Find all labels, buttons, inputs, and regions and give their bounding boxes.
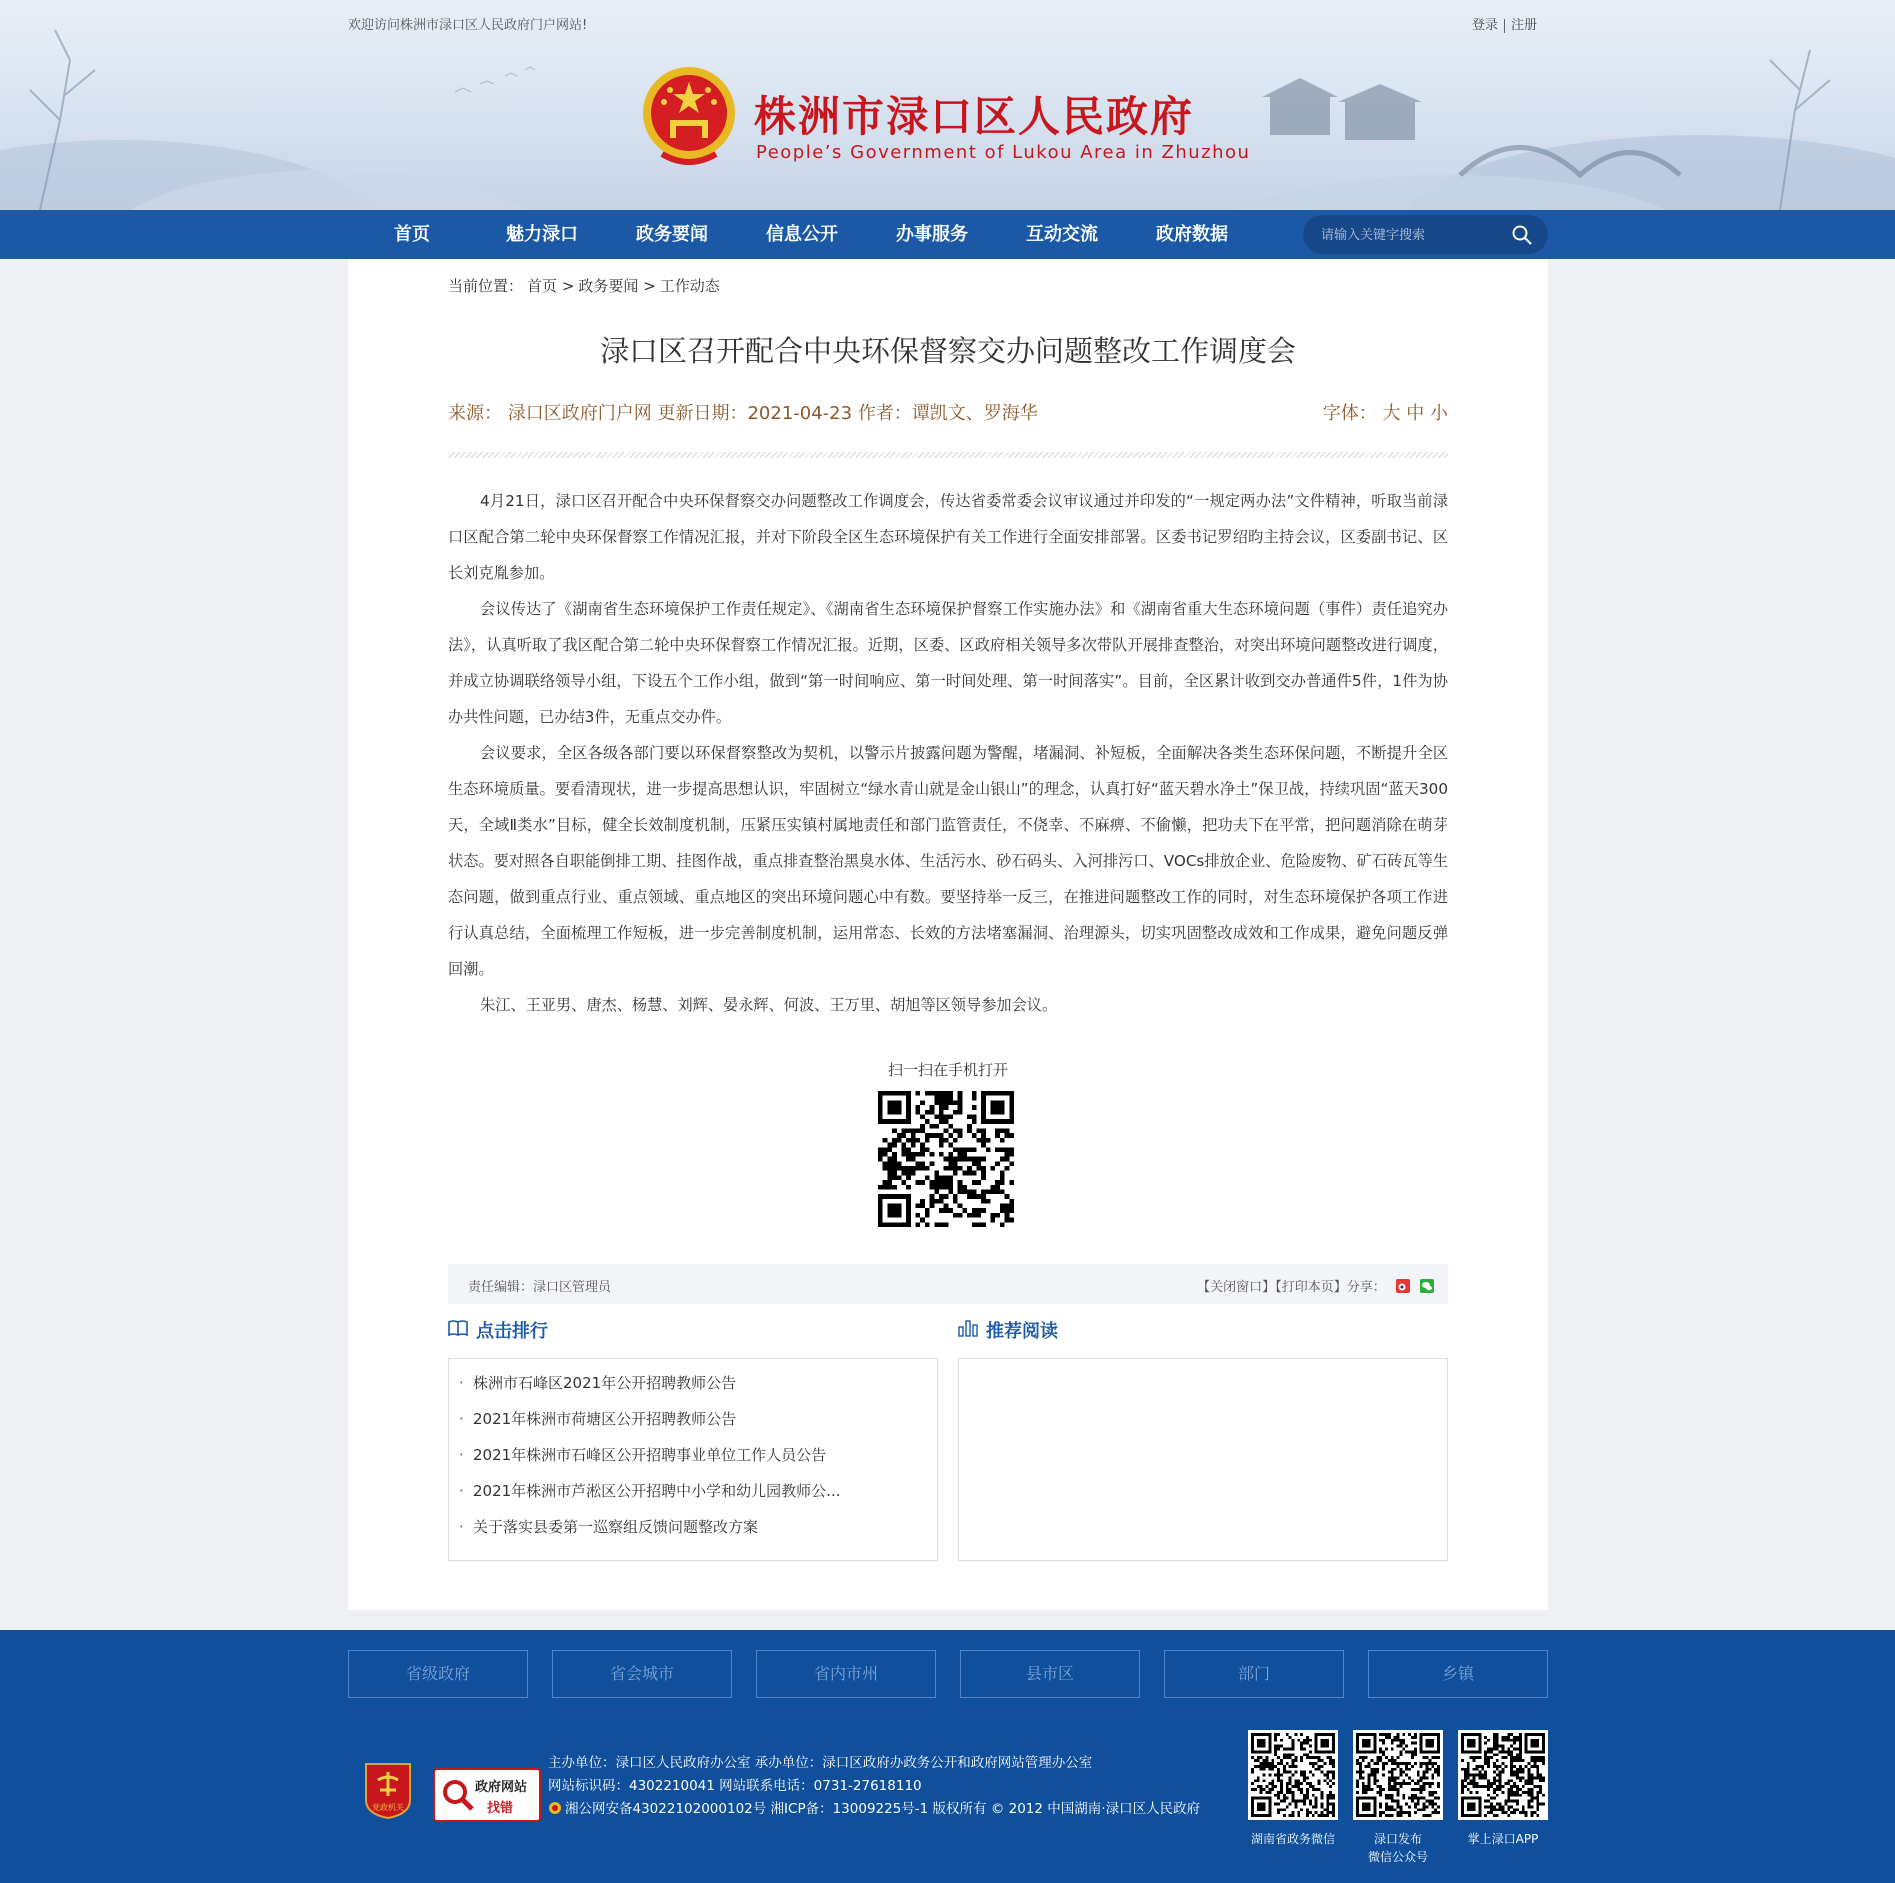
- footer-link-provincial[interactable]: 省级政府: [348, 1650, 528, 1698]
- breadcrumb-news[interactable]: 政务要闻: [578, 277, 639, 295]
- account-links: [1472, 14, 1537, 33]
- footer-qr-code: [1248, 1730, 1338, 1820]
- meta-divider: [448, 452, 1448, 458]
- weibo-share-icon[interactable]: [1396, 1279, 1410, 1293]
- site-subtitle: People’s Government of Lukou Area in Zhuzhou: [756, 142, 1251, 163]
- footer-link-cities[interactable]: 省内市州: [756, 1650, 936, 1698]
- icp-line: [548, 1798, 1200, 1821]
- font-medium-button[interactable]: 中: [1406, 403, 1425, 424]
- breadcrumb-prefix: 当前位置：: [448, 277, 524, 295]
- main-content: [348, 259, 1548, 1610]
- font-size-switch: [1323, 399, 1448, 425]
- wechat-share-icon[interactable]: [1420, 1279, 1434, 1293]
- breadcrumb-sep: >: [561, 277, 575, 295]
- nav-item-interaction[interactable]: 互动交流: [1026, 224, 1098, 245]
- national-emblem-icon: [640, 64, 738, 170]
- article-paragraph: 4月21日，渌口区召开配合中央环保督察交办问题整改工作调度会，传达省委常委会议审议通过并印发的“一规定两办法”文件精神，听取当前渌口区配合第二轮中央环保督察工作情况汇报，并对下阶段全区生态环境保护有关工作进行全面安排部署。区委书记罗绍昀主持会议，区委副书记、区长刘克胤参加。: [448, 492, 1448, 582]
- article-paragraph: 朱江、王亚男、唐杰、杨慧、刘辉、晏永辉、何波、王万里、胡旭等区领导参加会议。: [480, 996, 1058, 1014]
- footer-info: [548, 1752, 1200, 1821]
- rank-list: [459, 1371, 840, 1551]
- recommend-box: [958, 1358, 1448, 1561]
- site-footer: [0, 1630, 1895, 1883]
- breadcrumb: [448, 275, 720, 296]
- footer-qr-code: [1458, 1730, 1548, 1820]
- meta-source: 渌口区政府门户网: [507, 403, 652, 424]
- rank-item-link[interactable]: 2021年株洲市荷塘区公开招聘教师公告: [473, 1410, 737, 1428]
- nav-item-home[interactable]: 首页: [394, 224, 430, 245]
- search-icon[interactable]: [1511, 224, 1533, 246]
- site-header: [0, 0, 1895, 210]
- nav-item-disclosure[interactable]: 信息公开: [766, 224, 838, 245]
- font-small-button[interactable]: 小: [1430, 403, 1448, 424]
- meta-date-label: 更新日期：: [657, 403, 748, 424]
- footer-link-departments[interactable]: 部门: [1164, 1650, 1344, 1698]
- rank-item[interactable]: [459, 1479, 840, 1515]
- site-title: 株洲市渌口区人民政府: [754, 92, 1195, 141]
- font-large-button[interactable]: 大: [1382, 403, 1401, 424]
- nav-item-services[interactable]: 办事服务: [896, 224, 968, 245]
- article-body: [448, 483, 1448, 1023]
- bullet-icon: ·: [459, 1518, 464, 1536]
- rank-title: 点击排行: [476, 1321, 548, 1342]
- footer-link-counties[interactable]: 县市区: [960, 1650, 1140, 1698]
- main-nav: [0, 210, 1895, 259]
- recommend-title: 推荐阅读: [986, 1321, 1058, 1342]
- font-label: 字体：: [1322, 403, 1377, 424]
- party-gov-badge-icon[interactable]: [362, 1760, 414, 1820]
- print-page-link[interactable]: 【打印本页】: [1275, 1280, 1347, 1295]
- nav-item-news[interactable]: 政务要闻: [636, 224, 708, 245]
- rank-item[interactable]: [459, 1515, 840, 1551]
- article-meta: [448, 399, 1448, 425]
- link-separator: [1504, 19, 1505, 33]
- article-paragraph: 会议要求，全区各级各部门要以环保督察整改为契机，以警示片披露问题为警醒，堵漏洞、补短板，全面解决各类生态环保问题，不断提升全区生态环境质量。要看清现状，进一步提高思想认识，牢固树立“绿水青山就是金山银山”的理念，认真打好“蓝天碧水净土”保卫战，持续巩固“蓝天300天，全域Ⅱ类水”目标，健全长效制度机制，压紧压实镇村属地责任和部门监管责任，不侥幸、不麻痹、不偷懒，把功夫下在平常，把问题消除在萌芽状态。要对照各自职能倒排工期、挂图作战，重点排查整治黑臭水体、生活污水、砂石码头、入河排污口、VOCs排放企业、危险废物、矿石砖瓦等生态问题，做到重点行业、重点领域、重点地区的突出环境问题心中有数。要坚持举一反三，在推进问题整改工作的同时，对生态环境保护各项工作进行认真总结，全面梳理工作短板，进一步完善制度机制，运用常态、长效的方法堵塞漏洞、治理源头，切实巩固整改成效和工作成果，避免问题反弹回潮。: [448, 744, 1448, 978]
- welcome-text: 欢迎访问株洲市渌口区人民政府门户网站!: [348, 18, 588, 33]
- search-input[interactable]: [1321, 224, 1501, 246]
- footer-qr-label: 渌口发布 微信公众号: [1367, 1832, 1428, 1864]
- footer-link-towns[interactable]: 乡镇: [1368, 1650, 1548, 1698]
- footer-qr-label: 掌上渌口APP: [1467, 1832, 1539, 1846]
- breadcrumb-sep: >: [643, 277, 656, 295]
- badge-text: 党政机关: [372, 1803, 404, 1812]
- findbug-line1: 政府网站: [475, 1780, 528, 1795]
- site-id-line: 网站标识码：4302210041 网站联系电话：0731-27618110: [548, 1778, 922, 1794]
- qr-label: 扫一扫在手机打开: [887, 1061, 1008, 1079]
- rank-item[interactable]: [459, 1371, 840, 1407]
- close-window-link[interactable]: 【关闭窗口】: [1197, 1280, 1276, 1295]
- rank-box: [448, 1358, 938, 1561]
- magnifier-icon: [441, 1778, 475, 1812]
- rank-item-link[interactable]: 2021年株洲市石峰区公开招聘事业单位工作人员公告: [473, 1446, 827, 1464]
- book-icon: [448, 1319, 468, 1337]
- bullet-icon: ·: [459, 1410, 464, 1428]
- meta-author: 谭凯文、罗海华: [911, 403, 1038, 424]
- editor-bar: [448, 1264, 1448, 1304]
- bullet-icon: ·: [459, 1374, 464, 1392]
- search-box: [1303, 215, 1548, 254]
- qr-code: [878, 1091, 1014, 1227]
- icp-text: 湘公网安备43022102000102号 湘ICP备：13009225号-1 版权所有 © 2012 中国湖南·渌口区人民政府: [565, 1801, 1201, 1817]
- rank-item[interactable]: [459, 1407, 840, 1443]
- findbug-line2: 找错: [487, 1801, 514, 1816]
- meta-source-label: 来源：: [448, 403, 502, 424]
- login-link[interactable]: 登录: [1472, 18, 1499, 33]
- article-tools: [1197, 1276, 1434, 1295]
- footer-qr-code: [1353, 1730, 1443, 1820]
- nav-item-data[interactable]: 政府数据: [1156, 224, 1228, 245]
- nav-item-charm[interactable]: 魅力渌口: [506, 224, 578, 245]
- rank-item[interactable]: [459, 1443, 840, 1479]
- rank-item-link[interactable]: 2021年株洲市芦淞区公开招聘中小学和幼儿园教师公...: [473, 1482, 841, 1500]
- bullet-icon: ·: [459, 1446, 464, 1464]
- findbug-badge[interactable]: [433, 1768, 541, 1822]
- article-paragraph: 会议传达了《湖南省生态环境保护工作责任规定》、《湖南省生态环境保护督察工作实施办法》和《湖南省重大生态环境问题（事件）责任追究办法》，认真听取了我区配合第二轮中央环保督察工作情况汇报。近期，区委、区政府相关领导多次带队开展排查整治，对突出环境问题整改进行调度，并成立协调联络领导小组，下设五个工作小组，做到“第一时间响应、第一时间处理、第一时间落实”。目前，全区累计收到交办普通件5件，1件为协办共性问题，已办结3件，无重点交办件。: [448, 600, 1448, 726]
- meta-date: 2021-04-23: [747, 403, 853, 424]
- bullet-icon: ·: [459, 1482, 464, 1500]
- editor-name: 渌口区管理员: [533, 1280, 612, 1295]
- footer-qr-label: 湖南省政务微信: [1250, 1832, 1335, 1846]
- police-badge-icon: [548, 1801, 562, 1815]
- footer-link-capitals[interactable]: 省会城市: [552, 1650, 732, 1698]
- meta-author-label: 作者：: [857, 403, 912, 424]
- article-title: 渌口区召开配合中央环保督察交办问题整改工作调度会: [599, 334, 1296, 368]
- breadcrumb-work[interactable]: 工作动态: [659, 277, 720, 295]
- host-line: 主办单位：渌口区人民政府办公室 承办单位：渌口区政府办政务公开和政府网站管理办公室: [548, 1755, 1093, 1771]
- rank-item-link[interactable]: 株洲市石峰区2021年公开招聘教师公告: [473, 1374, 737, 1392]
- bar-chart-icon: [958, 1319, 978, 1337]
- rank-item-link[interactable]: 关于落实县委第一巡察组反馈问题整改方案: [473, 1518, 759, 1536]
- editor-info: [468, 1276, 611, 1295]
- register-link[interactable]: 注册: [1511, 18, 1538, 33]
- breadcrumb-home[interactable]: 首页: [527, 277, 558, 295]
- editor-label: 责任编辑：: [468, 1280, 534, 1295]
- share-label: 分享：: [1346, 1280, 1386, 1295]
